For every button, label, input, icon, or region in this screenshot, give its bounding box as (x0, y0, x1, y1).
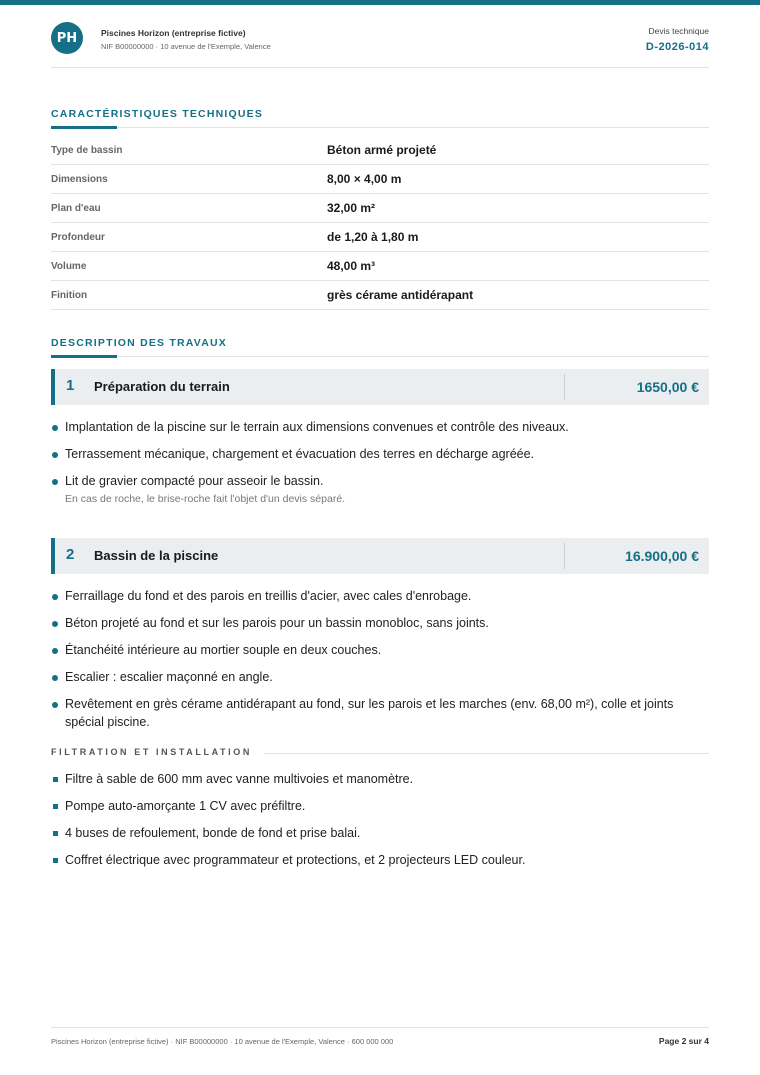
document-number: D-2026-014 (645, 41, 709, 53)
spec-row-surface (51, 194, 709, 223)
spec-row-type (51, 136, 709, 165)
list-item (51, 851, 709, 869)
divider (564, 374, 565, 400)
work-items-2 (51, 587, 709, 740)
spec-value: de 1,20 à 1,80 m (327, 230, 419, 244)
square-bullet-icon (53, 858, 58, 863)
spec-row-volume (51, 252, 709, 281)
bullet-icon (52, 621, 58, 627)
filtration-items (51, 770, 709, 878)
list-item (51, 770, 709, 788)
company-name: Piscines Horizon (entreprise fictive) (101, 28, 246, 38)
works-section-title: DESCRIPTION DES TRAVAUX (51, 337, 709, 357)
list-item (51, 472, 709, 507)
footer-company-info: Piscines Horizon (entreprise fictive) · NIF B00000000 · 10 avenue de l'Exemple, Valence · 600 000 000 (51, 1037, 394, 1046)
bullet-icon (52, 479, 58, 485)
bullet-icon (52, 594, 58, 600)
spec-label: Volume (51, 261, 87, 272)
spec-label: Plan d'eau (51, 203, 101, 214)
item-text: Pompe auto-amorçante 1 CV avec préfiltre. (65, 799, 306, 813)
list-item (51, 587, 709, 605)
square-bullet-icon (53, 831, 58, 836)
company-logo (51, 22, 83, 54)
filtration-subsection-title: FILTRATION ET INSTALLATION (51, 747, 264, 757)
spec-row-dimensions (51, 165, 709, 194)
spec-label: Type de bassin (51, 145, 123, 156)
page-number: Page 2 sur 4 (658, 1036, 709, 1046)
spec-value: grès cérame antidérapant (327, 288, 474, 302)
spec-value: 32,00 m² (327, 201, 376, 215)
square-bullet-icon (53, 804, 58, 809)
work-items-1 (51, 418, 709, 516)
work-section-number: 2 (66, 546, 75, 563)
list-item (51, 418, 709, 436)
item-text: Terrassement mécanique, chargement et évacuation des terres en décharge agréée. (65, 447, 535, 461)
page-header (51, 22, 709, 68)
spec-label: Profondeur (51, 232, 105, 243)
specs-table (51, 136, 709, 310)
top-accent-bar (0, 0, 760, 5)
item-text: Revêtement en grès cérame antidérapant au fond, sur les parois et les marches (env. 68,00 m²), colle et joints spécial piscine. (65, 697, 674, 729)
spec-value: 48,00 m³ (327, 259, 376, 273)
item-text: Étanchéité intérieure au mortier souple en deux couches. (65, 643, 382, 657)
list-item (51, 641, 709, 659)
work-section-header-2 (51, 538, 709, 574)
bullet-icon (52, 675, 58, 681)
list-item (51, 824, 709, 842)
bullet-icon (52, 425, 58, 431)
item-text: Coffret électrique avec programmateur et protections, et 2 projecteurs LED couleur. (65, 853, 526, 867)
spec-row-finish (51, 281, 709, 310)
list-item (51, 668, 709, 686)
spec-label: Finition (51, 290, 88, 301)
work-section-title: Préparation du terrain (94, 379, 230, 394)
list-item (51, 445, 709, 463)
spec-label: Dimensions (51, 174, 108, 185)
spec-value: Béton armé projeté (327, 143, 437, 157)
item-text: Béton projeté au fond et sur les parois pour un bassin monobloc, sans joints. (65, 616, 489, 630)
item-text: Implantation de la piscine sur le terrain aux dimensions convenues et contrôle des niveaux. (65, 420, 569, 434)
bullet-icon (52, 702, 58, 708)
spec-row-depth (51, 223, 709, 252)
item-text: Lit de gravier compacté pour asseoir le bassin. (65, 474, 324, 488)
list-item (51, 797, 709, 815)
work-section-price: 16.900,00 € (625, 548, 699, 564)
list-item (51, 695, 709, 731)
work-section-header-1 (51, 369, 709, 405)
work-section-price: 1650,00 € (636, 379, 699, 395)
spec-value: 8,00 × 4,00 m (327, 172, 402, 186)
divider (564, 543, 565, 569)
item-text: 4 buses de refoulement, bonde de fond et prise balai. (65, 826, 361, 840)
item-text: Filtre à sable de 600 mm avec vanne multivoies et manomètre. (65, 772, 414, 786)
page-footer (51, 1027, 709, 1047)
work-section-number: 1 (66, 377, 75, 394)
logo-initials: PH (56, 30, 78, 46)
work-section-title: Bassin de la piscine (94, 548, 219, 563)
bullet-icon (52, 648, 58, 654)
company-info: NIF B00000000 · 10 avenue de l'Exemple, Valence (101, 42, 271, 51)
document-type: Devis technique (648, 26, 709, 36)
item-text: Ferraillage du fond et des parois en treillis d'acier, avec cales d'enrobage. (65, 589, 472, 603)
item-text: Escalier : escalier maçonné en angle. (65, 670, 273, 684)
filtration-subsection-header (51, 747, 709, 761)
square-bullet-icon (53, 777, 58, 782)
list-item (51, 614, 709, 632)
specs-section-title: CARACTÉRISTIQUES TECHNIQUES (51, 108, 709, 128)
bullet-icon (52, 452, 58, 458)
item-note: En cas de roche, le brise-roche fait l'objet d'un devis séparé. (65, 493, 346, 505)
